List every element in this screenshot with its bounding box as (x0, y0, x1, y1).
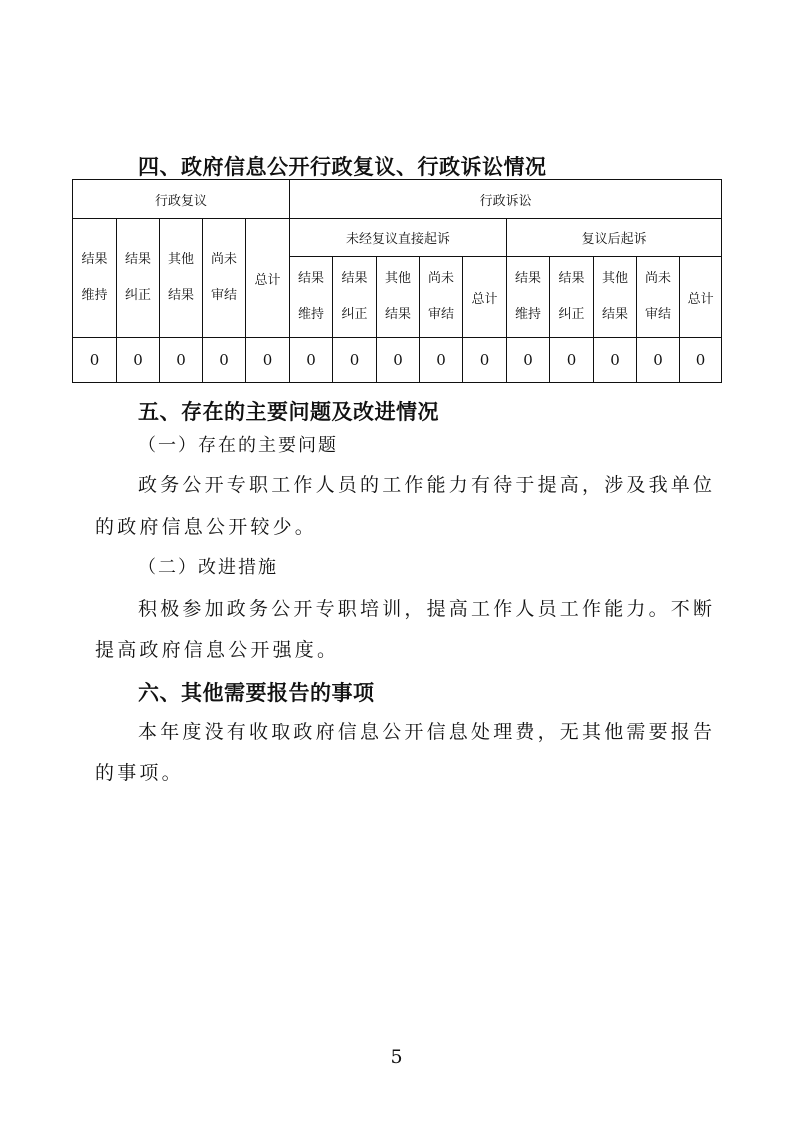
value-cell: 0 (377, 338, 420, 383)
col-direct-maintained: 结果 维持 (290, 257, 333, 338)
value-cell: 0 (507, 338, 550, 383)
col-after-other: 其他 结果 (594, 257, 637, 338)
value-cell: 0 (117, 338, 160, 383)
section-5-para-1-line-2: 的政府信息公开较少。 (95, 516, 318, 538)
section-6-para-line-1: 本年度没有收取政府信息公开信息处理费，无其他需要报告 (138, 721, 716, 743)
value-cell: 0 (680, 338, 722, 383)
value-cell: 0 (290, 338, 333, 383)
header-post-review-suit: 复议后起诉 (507, 219, 722, 257)
review-litigation-table (72, 179, 722, 383)
col-review-total: 总计 (246, 219, 290, 338)
value-cell: 0 (160, 338, 203, 383)
value-cell: 0 (203, 338, 246, 383)
section-5-sub-1: （一）存在的主要问题 (138, 435, 338, 456)
value-cell: 0 (333, 338, 377, 383)
col-after-total: 总计 (680, 257, 722, 338)
value-cell: 0 (594, 338, 637, 383)
section-4-heading: 四、政府信息公开行政复议、行政诉讼情况 (138, 155, 547, 179)
value-cell: 0 (420, 338, 463, 383)
col-after-pending: 尚未 审结 (637, 257, 680, 338)
value-cell: 0 (550, 338, 594, 383)
page-number: 5 (390, 1046, 403, 1068)
col-after-corrected: 结果 纠正 (550, 257, 594, 338)
col-direct-pending: 尚未 审结 (420, 257, 463, 338)
section-6-para-line-2: 的事项。 (95, 762, 184, 784)
value-cell: 0 (463, 338, 507, 383)
col-direct-corrected: 结果 纠正 (333, 257, 377, 338)
section-5-para-2-line-2: 提高政府信息公开强度。 (95, 639, 340, 661)
value-cell: 0 (73, 338, 117, 383)
col-direct-other: 其他 结果 (377, 257, 420, 338)
header-direct-suit: 未经复议直接起诉 (290, 219, 507, 257)
section-6-heading: 六、其他需要报告的事项 (138, 681, 375, 705)
header-admin-review: 行政复议 (73, 180, 290, 219)
section-5-heading: 五、存在的主要问题及改进情况 (138, 400, 439, 424)
col-direct-total: 总计 (463, 257, 507, 338)
col-review-corrected: 结果 纠正 (117, 219, 160, 338)
section-5-para-1-line-1: 政务公开专职工作人员的工作能力有待于提高，涉及我单位 (138, 474, 716, 496)
col-review-other: 其他 结果 (160, 219, 203, 338)
value-cell: 0 (246, 338, 290, 383)
col-review-pending: 尚未 审结 (203, 219, 246, 338)
col-after-maintained: 结果 维持 (507, 257, 550, 338)
col-review-maintained: 结果 维持 (73, 219, 117, 338)
section-5-sub-2: （二）改进措施 (138, 557, 278, 578)
section-5-para-2-line-1: 积极参加政务公开专职培训，提高工作人员工作能力。不断 (138, 598, 716, 620)
value-cell: 0 (637, 338, 680, 383)
header-admin-litigation: 行政诉讼 (290, 180, 722, 219)
